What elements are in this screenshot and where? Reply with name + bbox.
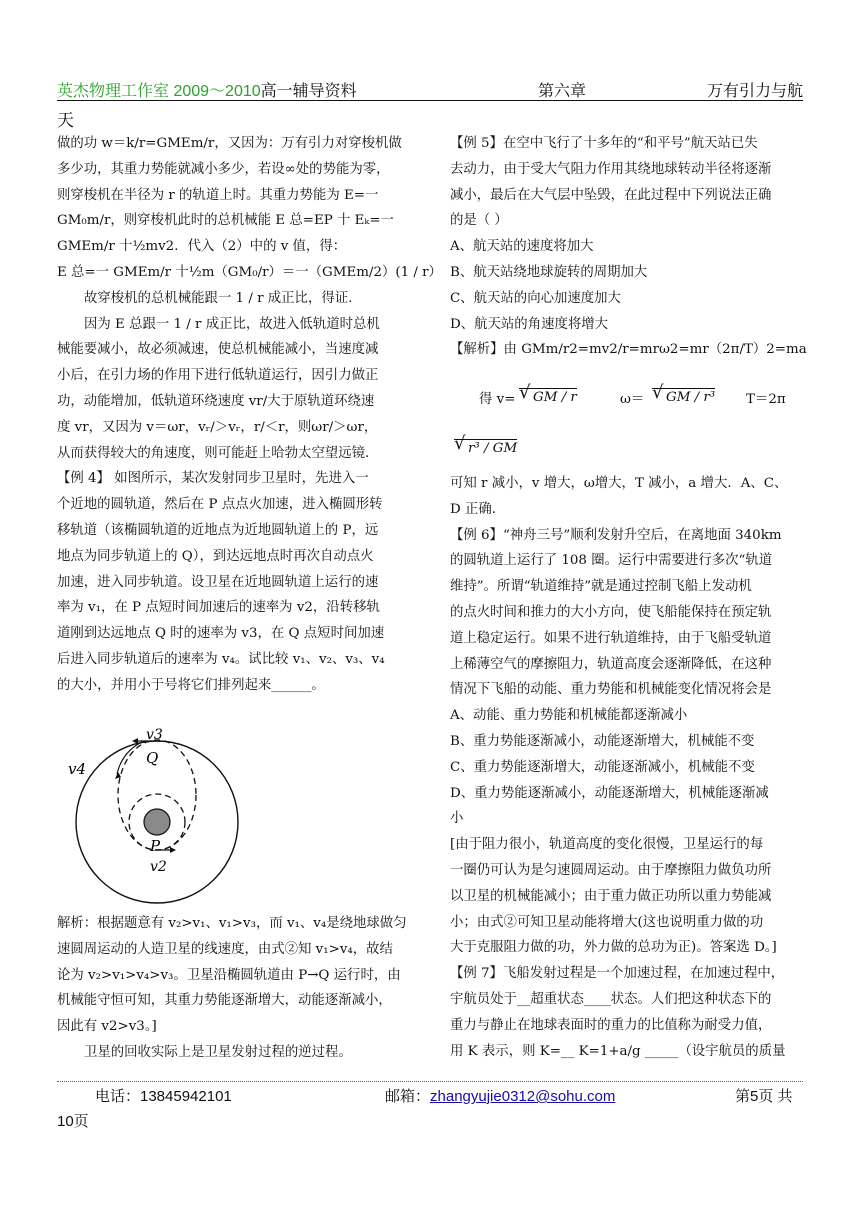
text-line: 后进入同步轨道后的速率为 v₄。试比较 v₁、v₂、v₃、v₄ (57, 651, 385, 667)
text-line: 故穿梭机的总机械能跟一 1 / r 成正比，得证. (84, 290, 353, 306)
text-line: 解析：根据题意有 v₂>v₁、v₁>v₃，而 v₁、v₄是绕地球做匀 (57, 916, 407, 931)
text-line: 从而获得较大的角速度，则可能赶上哈勃太空望远镜. (57, 445, 370, 461)
text-line: 【例 4】 如图所示，某次发射同步卫星时，先进入一 (57, 471, 369, 487)
label-q: Q (146, 749, 159, 767)
footer-email-group (385, 1085, 615, 1106)
text-line: 一圈仍可认为是匀速圆周运动。由于摩擦阻力做负功所 (450, 862, 772, 878)
left-column-after-figure (57, 911, 407, 1066)
text-line: A、动能、重力势能和机械能都逐渐减小 (450, 708, 688, 724)
text-line: D、航天站的角速度将增大 (450, 316, 609, 332)
page-header (57, 78, 803, 101)
formula-period: T＝2π (746, 392, 786, 407)
right-column-lower (450, 471, 787, 1064)
text-line: E 总=一 GMEm/r 十½m（GM₀/r）＝一（GMEm/2）(1 / r） (57, 264, 442, 280)
formula-block (450, 386, 810, 466)
header-studio: 英杰物理工作室 2009～2010 (57, 83, 261, 100)
text-line: 宇航员处于__超重状态____状态。人们把这种状态下的 (450, 991, 772, 1007)
text-line: 上稀薄空气的摩擦阻力，轨道高度会逐渐降低，在这种 (450, 656, 772, 672)
header-title-continued: 天 (57, 111, 74, 131)
footer-page: 第5页 共 (735, 1088, 793, 1105)
text-line: 道刚到达远地点 Q 时的速率为 v3，在 Q 点短时间加速 (57, 626, 385, 642)
text-line: 大于克服阻力做的功，外力做的总功为正)。答案选 D。] (450, 940, 777, 956)
text-line: [由于阻力很小，轨道高度的变化很慢，卫星运行的每 (450, 837, 764, 853)
arrowhead (170, 847, 176, 853)
footer-email-link[interactable]: zhangyujie0312@sohu.com (430, 1088, 616, 1105)
text-line: 则穿梭机在半径为 r 的轨道上时。其重力势能为 E=一 (57, 187, 379, 203)
text-line: 机械能守恒可知，其重力势能逐渐增大，动能逐渐减小， (57, 993, 392, 1009)
arrowhead (132, 738, 138, 744)
text-line: 地点为同步轨道上的 Q），到达远地点时再次自动点火 (57, 548, 374, 564)
text-line: 【例 7】飞船发射过程是一个加速过程，在加速过程中， (450, 966, 785, 982)
footer-divider (57, 1081, 803, 1082)
text-line: 道上稳定运行。如果不进行轨道维持，由于飞船受轨道 (450, 630, 772, 646)
sqrt-gm-over-r: √ GM / r (519, 388, 577, 407)
header-chapter: 第六章 (538, 83, 587, 100)
left-column (57, 131, 442, 699)
text-line: D 正确． (450, 501, 506, 517)
text-line: 速圆周运动的人造卫星的线速度，由式②知 v₁>v₄，故结 (57, 941, 393, 957)
text-line: 重力与静止在地球表面时的重力的比值称为耐受力值， (450, 1017, 772, 1033)
label-v3: v3 (146, 727, 163, 743)
sqrt-r3-over-gm: √ r³ / GM (454, 439, 517, 458)
text-line: 用 K 表示，则 K=__ K=1+a/g _____（设宇航员的质量 (450, 1043, 786, 1059)
text-line: 因此有 v2>v3。] (57, 1019, 157, 1035)
formula-omega: ω＝ (620, 392, 645, 407)
header-left (57, 78, 357, 101)
footer-email-label: 邮箱： (385, 1088, 431, 1105)
text-line: 情况下飞船的动能、重力势能和机械能变化情况将会是 (450, 682, 772, 698)
text-line: 的大小，并用小于号将它们排列起来______。 (57, 677, 325, 693)
text-line: 可知 r 减小，v 增大，ω增大，T 减小，a 增大．A、C、 (450, 476, 788, 491)
text-line: 论为 v₂>v₁>v₄>v₃。卫星沿椭圆轨道由 P→Q 运行时，由 (57, 967, 401, 983)
text-line: C、重力势能逐渐增大，动能逐渐减小，机械能不变 (450, 759, 755, 775)
text-line: 卫星的回收实际上是卫星发射过程的逆过程。 (84, 1044, 352, 1060)
text-line: D、重力势能逐渐减小，动能逐渐增大，机械能逐渐减 (450, 785, 769, 801)
header-subject: 高一辅导资料 (260, 83, 357, 100)
text-line: 因为 E 总跟一 1 / r 成正比，故进入低轨道时总机 (84, 316, 380, 332)
text-line: 加速，进入同步轨道。设卫星在近地圆轨道上运行的速 (57, 574, 379, 590)
text-line: 多少功，其重力势能就减小多少，若设∞处的势能为零， (57, 161, 390, 177)
text-line: A、航天站的速度将加大 (450, 239, 594, 255)
text-line: 维持”。所谓“轨道维持”就是通过控制飞船上发动机 (450, 579, 752, 595)
text-line: B、航天站绕地球旋转的周期加大 (450, 264, 648, 280)
text-line: 率为 v₁，在 P 点短时间加速后的速率为 v2，沿转移轨 (57, 600, 380, 616)
text-line: C、航天站的向心加速度加大 (450, 290, 621, 306)
text-line: 的圆轨道上运行了 108 圈。运行中需要进行多次“轨道 (450, 553, 773, 569)
earth (144, 809, 170, 835)
right-column (450, 131, 807, 363)
text-line: 去动力，由于受大气阻力作用其绕地球转动半径将逐渐 (450, 161, 772, 177)
text-line: GM₀m/r，则穿梭机此时的总机械能 E 总=EP 十 Eₖ=一 (57, 213, 394, 229)
text-line: 【例 5】在空中飞行了十多年的“和平号”航天站已失 (450, 136, 758, 151)
formula-lead: 得 v= (479, 392, 516, 407)
text-line: 功，动能增加，低轨道环绕速度 vr/大于原轨道环绕速 (57, 393, 375, 409)
text-line: B、重力势能逐渐减小，动能逐渐增大，机械能不变 (450, 733, 755, 749)
label-v4: v4 (68, 760, 87, 778)
label-p: P (150, 837, 161, 855)
text-line: 个近地的圆轨道，然后在 P 点点火加速，进入椭圆形转 (57, 497, 383, 513)
text-line: 做的功 w＝k/r=GMEm/r，又因为：万有引力对穿梭机做 (57, 136, 402, 151)
sqrt-gm-over-r3: √ GM / r³ (652, 388, 715, 407)
text-line: 械能要减小，故必须减速，使总机械能减小，当速度减 (57, 342, 379, 358)
text-line: 度 vr，又因为 v＝ωr，vᵣ/＞vᵣ，r/＜r，则ωr/＞ωr， (57, 419, 378, 435)
text-line: 以卫星的机械能减小；由于重力做正功所以重力势能减 (450, 888, 772, 904)
text-line: 小 (450, 811, 464, 827)
footer-phone: 电话：13845942101 (95, 1088, 232, 1105)
header-title: 万有引力与航 (706, 83, 803, 100)
text-line: 的点火时间和推力的大小方向，使飞船能保持在预定轨 (450, 604, 772, 620)
text-line: 减小，最后在大气层中坠毁，在此过程中下列说法正确 (450, 187, 772, 203)
label-v2: v2 (150, 859, 167, 875)
text-line: 【例 6】“神舟三号”顺利发射升空后，在离地面 340km (450, 527, 782, 543)
footer-total-pages: 10页 (57, 1113, 89, 1130)
text-line: 小；由式②可知卫星动能将增大(这也说明重力做的功 (450, 914, 764, 930)
text-line: 【解析】由 GMm/r2=mv2/r=mrω2=mr（2π/T）2=ma (450, 342, 807, 358)
text-line: GMEm/r 十½mv2．代入（2）中的 v 值，得： (57, 239, 347, 255)
text-line: 移轨道（该椭圆轨道的近地点为近地圆轨道上的 P，远 (57, 522, 379, 538)
text-line: 的是（ ） (450, 213, 508, 229)
orbit-diagram (62, 722, 252, 906)
text-line: 小后，在引力场的作用下进行低轨道运行，因引力做正 (57, 368, 379, 384)
